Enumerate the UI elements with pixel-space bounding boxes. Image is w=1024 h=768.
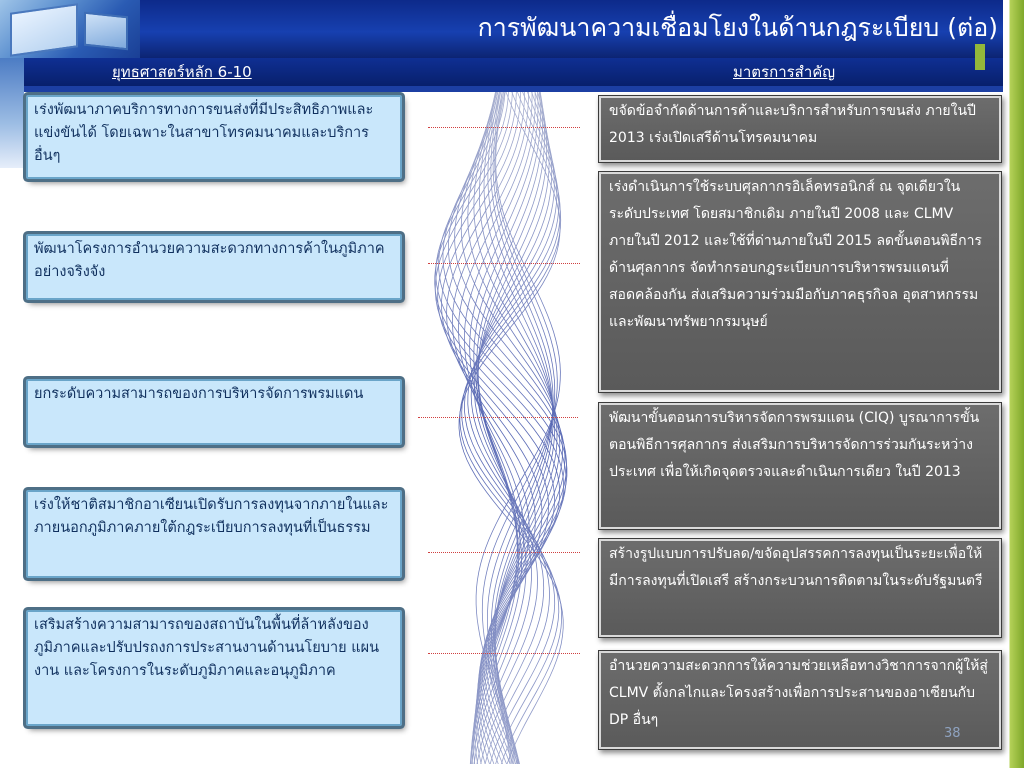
strategy-text: พัฒนาโครงการอำนวยความสะดวกทางการค้าในภูมิภาคอย่างจริงจัง — [34, 241, 385, 280]
strategy-text: ยกระดับความสามารถของการบริหารจัดการพรมแดน — [34, 386, 364, 402]
strategy-text: เร่งพัฒนาภาคบริการทางการขนส่งที่มีประสิทธิภาพและแข่งขันได้ โดยเฉพาะในสาขาโทรคมนาคมและบริการอื่นๆ — [34, 102, 374, 164]
page-title: การพัฒนาความเชื่อมโยงในด้านกฎระเบียบ (ต่อ) — [477, 13, 998, 42]
strategies-heading: ยุทธศาสตร์หลัก 6-10 — [112, 63, 252, 81]
page-number: 38 — [944, 726, 961, 741]
measure-text: อำนวยความสะดวกการให้ความช่วยเหลือทางวิชาการจากผู้ให้สู่ CLMV ตั้งกลไกและโครงสร้างเพื่อการประสานของอาเซียนกับ DP อื่นๆ — [609, 658, 988, 728]
measure-text: ขจัดข้อจำกัดด้านการค้าและบริการสำหรับการขนส่ง ภายในปี 2013 เร่งเปิดเสรีด้านโทรคมนาคม — [609, 103, 976, 146]
connector-line — [428, 653, 580, 654]
monitor-image — [10, 3, 78, 57]
header-computer-image — [0, 0, 140, 58]
connector-line — [428, 552, 580, 553]
measure-box-5 — [598, 650, 1002, 750]
strategy-text: เสริมสร้างความสามารถของสถาบันในพื้นที่ล้าหลังของภูมิภาคและปรับปรถงการประสานงานด้านนโยบาย แผนงาน และโครงการในระดับภูมิภาคและอนุภูมิภาค — [34, 617, 379, 679]
measure-box-1 — [598, 95, 1002, 163]
monitor-image-small — [84, 12, 128, 51]
measure-text: พัฒนาขั้นตอนการบริหารจัดการพรมแดน (CIQ) บูรณาการขั้นตอนพิธีการศุลกากร ส่งเสริมการบริหารจัดการร่วมกันระหว่างประเทศ เพื่อให้เกิดจุดตรวจและดำเนินการเดียว ในปี 2013 — [609, 410, 980, 480]
measure-box-2 — [598, 171, 1002, 393]
strategy-text: เร่งให้ชาติสมาชิกอาเซียนเปิดรับการลงทุนจากภายในและภายนอกภูมิภาคภายใต้กฎระเบียบการลงทุนที่เป็นธรรม — [34, 497, 389, 536]
right-edge-accent — [1003, 0, 1024, 768]
strategy-box-8 — [26, 379, 402, 445]
connector-line — [428, 127, 580, 128]
measure-box-3 — [598, 402, 1002, 530]
measure-text: สร้างรูปแบบการปรับลด/ขจัดอุปสรรคการลงทุนเป็นระยะเพื่อให้มีการลงทุนที่เปิดเสรี สร้างกระบวนการติดตามในระดับรัฐมนตรี — [609, 546, 983, 589]
wave-ribbon-graphic — [418, 92, 594, 764]
strategy-box-9 — [26, 490, 402, 578]
connector-line — [418, 417, 578, 418]
strategy-box-7 — [26, 234, 402, 300]
strategy-box-6 — [26, 95, 402, 179]
strategy-box-10 — [26, 610, 402, 726]
green-accent-block — [975, 44, 985, 70]
connector-line — [428, 263, 580, 264]
left-edge-image — [0, 58, 24, 168]
measures-heading: มาตรการสำคัญ — [733, 63, 836, 81]
measure-box-4 — [598, 538, 1002, 638]
measure-text: เร่งดำเนินการใช้ระบบศุลกากรอิเล็คทรอนิกส์ ณ จุดเดียวในระดับประเทศ โดยสมาชิกเดิม ภายในปี 2008 และ CLMV ภายในปี 2012 และใช้ที่ด่านภายในปี 2015 ลดขั้นตอนพิธีการด้านศุลกากร จัดทำกรอบกฎระเบียบการบริหารพรมแดนที่สอดคล้องกัน ส่งเสริมความร่วมมือกับภาคธุรกิจล อุตสาหกรรม และพัฒนาทรัพยากรมนุษย์ — [609, 179, 982, 330]
